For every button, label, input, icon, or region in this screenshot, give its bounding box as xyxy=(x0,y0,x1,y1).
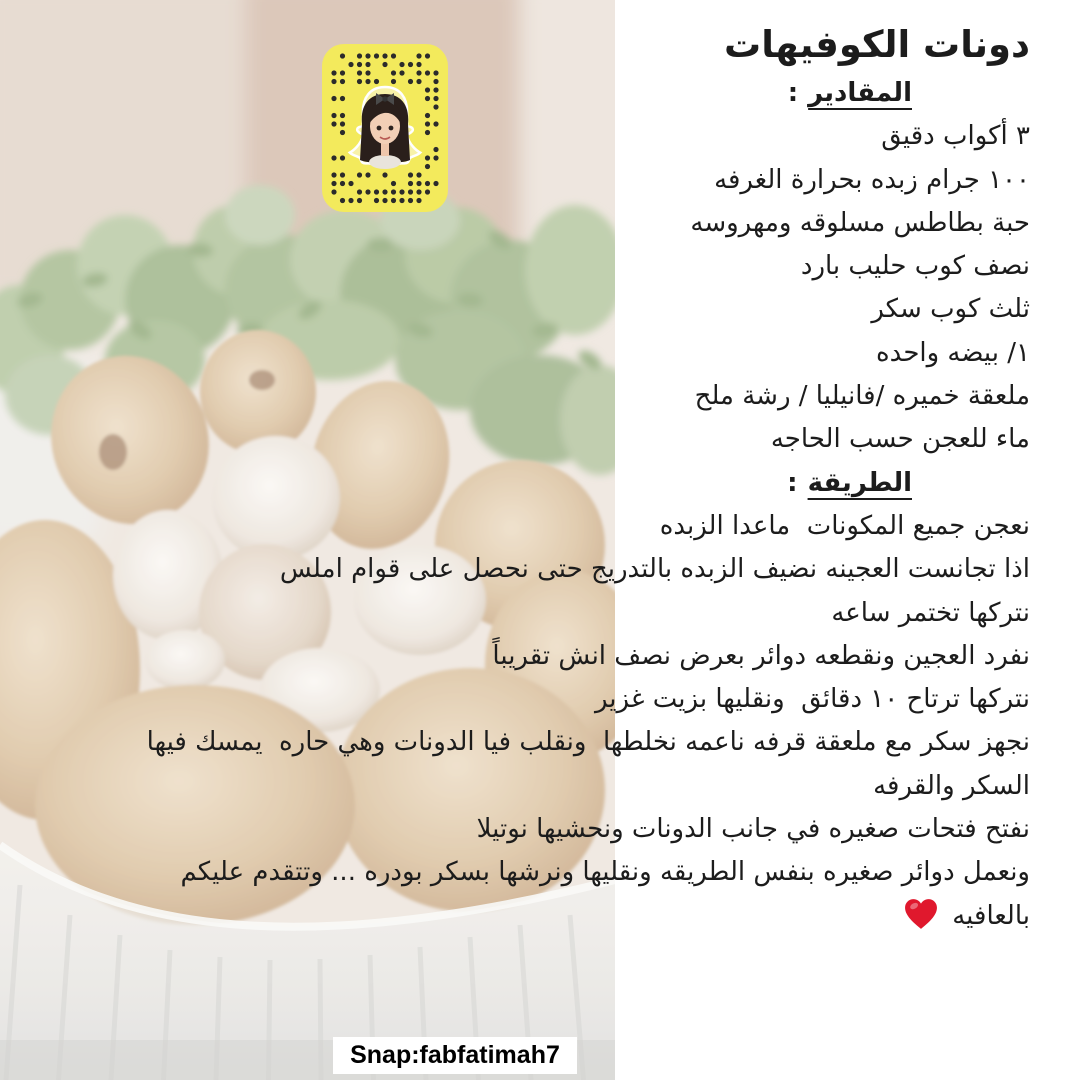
method-heading-colon: : xyxy=(787,467,798,498)
ingredient-line: ٣ أكواب دقيق xyxy=(881,121,1030,152)
ingredient-line: ثلث كوب سكر xyxy=(871,294,1030,325)
ingredient-line: ١/ بيضه واحده xyxy=(876,337,1030,368)
ingredients-heading-colon: : xyxy=(787,78,799,108)
method-line: ونعمل دوائر صغيره بنفس الطريقه ونقليها ونرشها بسكر بودره ... وتتقدم عليكم xyxy=(180,857,1030,888)
method-line: نفرد العجين ونقطعه دوائر بعرض نصف انش تقريباً xyxy=(492,640,1030,671)
method-heading xyxy=(20,462,1030,505)
ingredient-line: ١٠٠ جرام زبده بحرارة الغرفه xyxy=(714,164,1030,195)
method-line: نعجن جميع المكونات ماعدا الزبده xyxy=(659,510,1030,541)
snapchat-handle-label: Snap:fabfatimah7 xyxy=(333,1037,577,1074)
red-heart-icon xyxy=(904,898,938,930)
method-closing-line xyxy=(20,895,1030,938)
ingredients-heading-label: المقادير xyxy=(808,78,912,108)
closing-text: بالعافيه xyxy=(952,900,1030,931)
ingredient-line: ملعقة خميره /فانيليا / رشة ملح xyxy=(694,381,1030,412)
ingredient-line: نصف كوب حليب بارد xyxy=(800,251,1030,282)
recipe-title: دونات الكوفيهات xyxy=(724,23,1030,66)
method-line: السكر والقرفه xyxy=(873,770,1030,801)
method-line: نفتح فتحات صغيره في جانب الدونات ونحشيها نوتيلا xyxy=(476,814,1030,845)
ingredient-line: حبة بطاطس مسلوقه ومهروسه xyxy=(690,207,1030,238)
ingredients-heading xyxy=(20,72,1030,115)
method-heading-label: الطريقة xyxy=(807,467,912,498)
method-line: نتركها ترتاح ١٠ دقائق ونقليها بزيت غزير xyxy=(594,684,1030,715)
recipe-text-panel xyxy=(20,18,1030,938)
ingredient-line: ماء للعجن حسب الحاجه xyxy=(770,424,1030,455)
method-line: نتركها تختمر ساعه xyxy=(831,597,1030,628)
method-line: اذا تجانست العجينه نضيف الزبده بالتدريج حتى نحصل على قوام املس xyxy=(279,554,1030,585)
method-line: نجهز سكر مع ملعقة قرفه ناعمه نخلطها ونقلب فيا الدونات وهي حاره يمسك فيها xyxy=(146,727,1030,758)
heart-shape xyxy=(905,899,937,929)
